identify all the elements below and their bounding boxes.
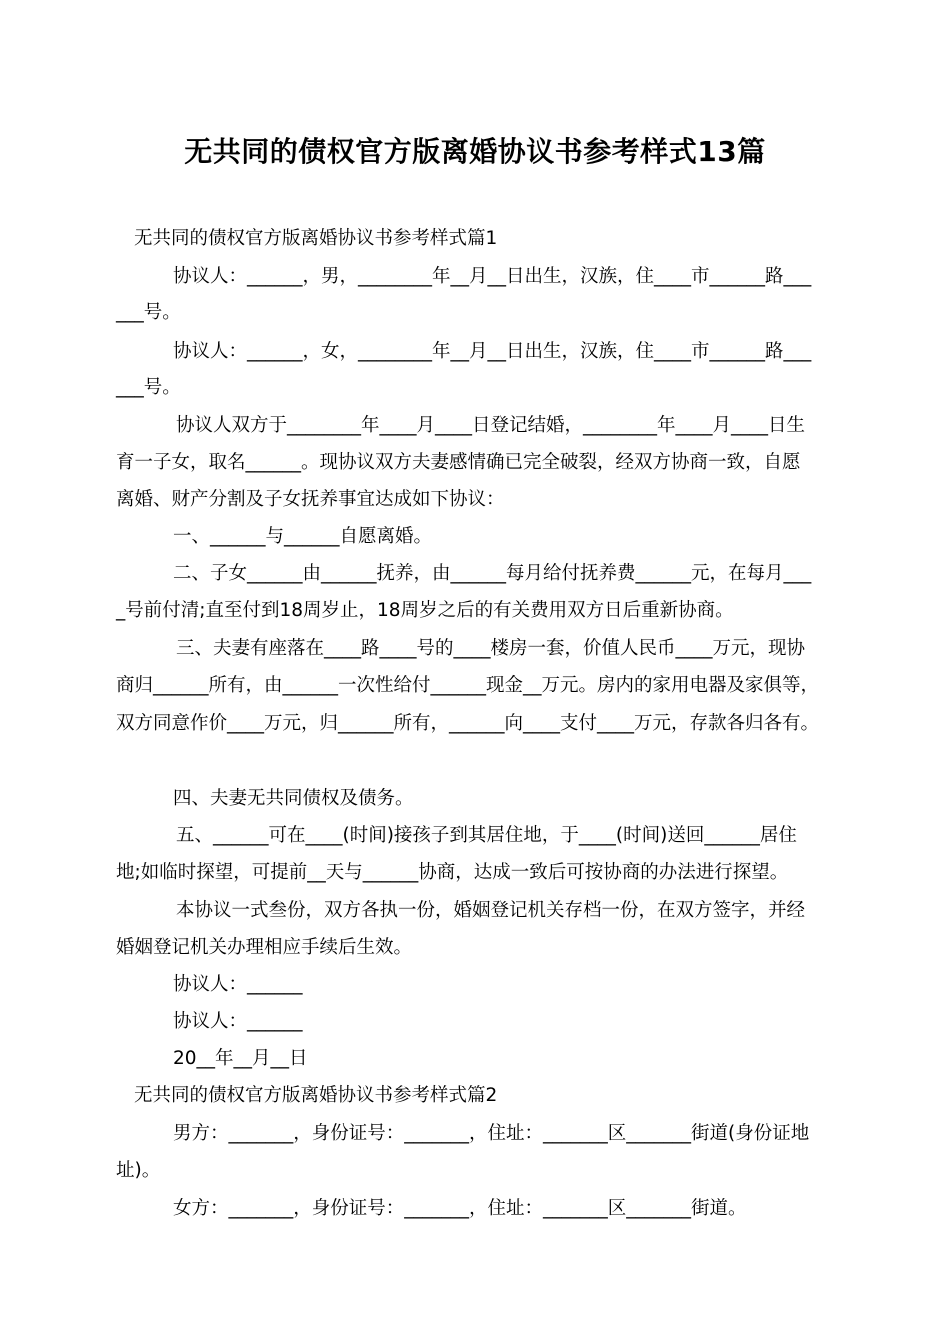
paragraph-line: 二、子女______由______抚养，由______每月给付抚养费______元，在每月___ <box>173 563 812 584</box>
paragraph-line: 离婚、财产分割及子女抚养事宜达成如下协议： <box>116 489 505 510</box>
paragraph-line: 婚姻登记机关办理相应手续后生效。 <box>116 937 413 958</box>
paragraph-line: ___号。 <box>116 302 181 323</box>
paragraph-line: 协议人双方于________年____月____日登记结婚，________年____月____日生 <box>176 415 806 436</box>
signature-line: 协议人：______ <box>173 1011 303 1032</box>
paragraph-line: 双方同意作价____万元，归______所有，______向____支付____万元，存款各归各有。 <box>116 713 820 734</box>
section-heading-1: 无共同的债权官方版离婚协议书参考样式篇1 <box>134 228 498 249</box>
date-line: 20__年__月__日 <box>173 1048 308 1069</box>
paragraph-line: 商归______所有，由______一次性给付______现金__万元。房内的家用电器及家俱等， <box>116 675 820 696</box>
section-heading-2: 无共同的债权官方版离婚协议书参考样式篇2 <box>134 1085 498 1106</box>
paragraph-line: 男方：_______，身份证号：_______，住址：_______区_______街道(身份证地 <box>173 1123 810 1144</box>
paragraph-line: 五、______可在____(时间)接孩子到其居住地，于____(时间)送回______居住 <box>176 825 797 846</box>
paragraph-line: 一、______与______自愿离婚。 <box>173 526 433 547</box>
paragraph-line: 协议人：______，女，________年__月__日出生，汉族，住____市______路___ <box>173 341 812 362</box>
paragraph-line: _号前付清;直至付到18周岁止，18周岁之后的有关费用双方日后重新协商。 <box>116 600 734 621</box>
paragraph-line: 址)。 <box>116 1160 161 1181</box>
paragraph-line: 四、夫妻无共同债权及债务。 <box>173 788 414 809</box>
paragraph-line: ___号。 <box>116 377 181 398</box>
paragraph-line: 协议人：______，男，________年__月__日出生，汉族，住____市______路___ <box>173 266 812 287</box>
paragraph-line: 本协议一式叁份，双方各执一份，婚姻登记机关存档一份，在双方签字，并经 <box>176 900 806 921</box>
paragraph-line: 女方：_______，身份证号：_______，住址：_______区_______街道。 <box>173 1198 747 1219</box>
document-title: 无共同的债权官方版离婚协议书参考样式13篇 <box>184 135 766 168</box>
paragraph-line: 育一子女，取名______。现协议双方夫妻感情确已完全破裂，经双方协商一致，自愿 <box>116 452 801 473</box>
paragraph-line: 三、夫妻有座落在____路____号的____楼房一套，价值人民币____万元，现协 <box>176 638 806 659</box>
paragraph-line: 地;如临时探望，可提前__天与______协商，达成一致后可按协商的办法进行探望。 <box>116 862 789 883</box>
signature-line: 协议人：______ <box>173 974 303 995</box>
